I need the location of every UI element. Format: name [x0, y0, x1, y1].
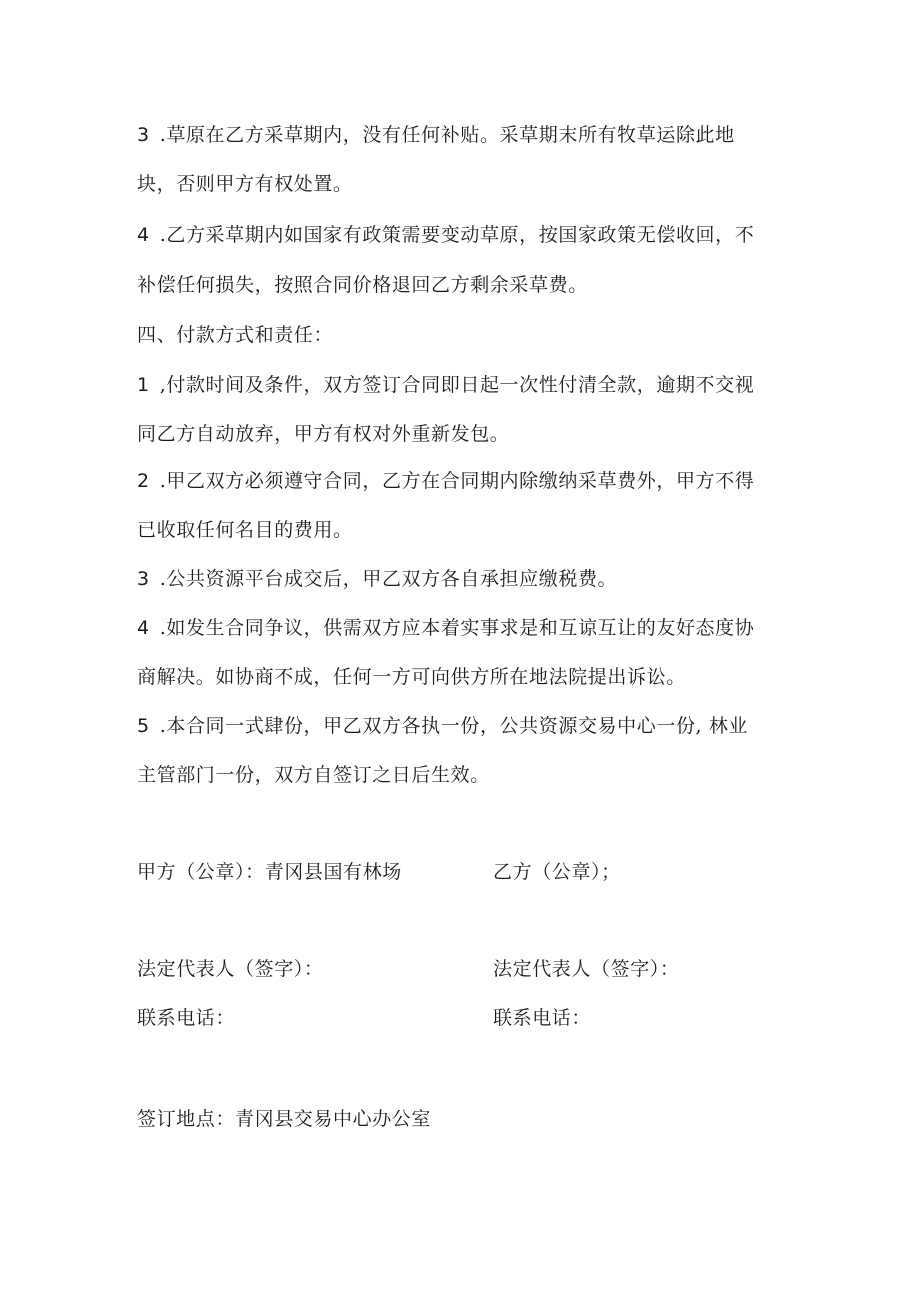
clause-4-5-line2: 主管部门一份，双方自签订之日后生效。 — [137, 764, 490, 786]
clause-4-4-line1 — [137, 615, 754, 641]
clause-4-2-line2: 已收取任何名目的费用。 — [137, 519, 353, 541]
clause-number: 3 — [137, 568, 150, 590]
clause-number: 1 — [137, 374, 150, 396]
clause-4-4-line2: 商解决。如协商不成，任何一方可向供方所在地法院提出诉讼。 — [137, 666, 686, 688]
party-b-representative: 法定代表人（签字）： — [493, 958, 680, 980]
clause-text: .本合同一式肆份，甲乙双方各执一份，公共资源交易中心一份, 林业 — [159, 715, 749, 737]
clause-number: 3 — [137, 124, 150, 146]
party-a-representative: 法定代表人（签字）： — [137, 958, 324, 980]
clause-3-3-line1 — [137, 122, 735, 148]
clause-3-4-line2: 补偿任何损失，按照合同价格退回乙方剩余采草费。 — [137, 274, 588, 296]
party-a-seal: 甲方（公章）：青冈县国有林场 — [137, 861, 402, 883]
clause-4-1-line2: 同乙方自动放弃，甲方有权对外重新发包。 — [137, 423, 510, 445]
clause-4-5-line1 — [137, 713, 748, 739]
party-a-phone: 联系电话： — [137, 1007, 236, 1029]
clause-text: ,付款时间及条件，双方签订合同即日起一次性付清全款，逾期不交视 — [159, 374, 755, 396]
clause-text: .公共资源平台成交后，甲乙双方各自承担应缴税费。 — [159, 568, 618, 590]
clause-4-2-line1 — [137, 468, 754, 494]
clause-text: .甲乙双方必须遵守合同，乙方在合同期内除缴纳采草费外，甲方不得 — [159, 470, 755, 492]
clause-number: 5 — [137, 715, 150, 737]
clause-3-3-line2: 块，否则甲方有权处置。 — [137, 173, 353, 195]
clause-text: .草原在乙方采草期内，没有任何补贴。采草期末所有牧草运除此地 — [159, 124, 735, 146]
clause-4-1-line1 — [137, 372, 754, 398]
clause-3-4-line1 — [137, 222, 754, 248]
clause-text: .如发生合同争议，供需双方应本着实事求是和互谅互让的友好态度协 — [159, 617, 755, 639]
clause-text: .乙方采草期内如国家有政策需要变动草原，按国家政策无偿收回，不 — [159, 224, 755, 246]
clause-number: 4 — [137, 224, 150, 246]
signing-place: 签订地点：青冈县交易中心办公室 — [137, 1108, 432, 1130]
clause-4-3-line1 — [137, 566, 617, 592]
party-b-phone: 联系电话： — [493, 1007, 592, 1029]
section-4-heading: 四、付款方式和责任： — [137, 324, 334, 346]
clause-number: 2 — [137, 470, 150, 492]
party-b-seal: 乙方（公章）； — [493, 861, 621, 883]
clause-number: 4 — [137, 617, 150, 639]
